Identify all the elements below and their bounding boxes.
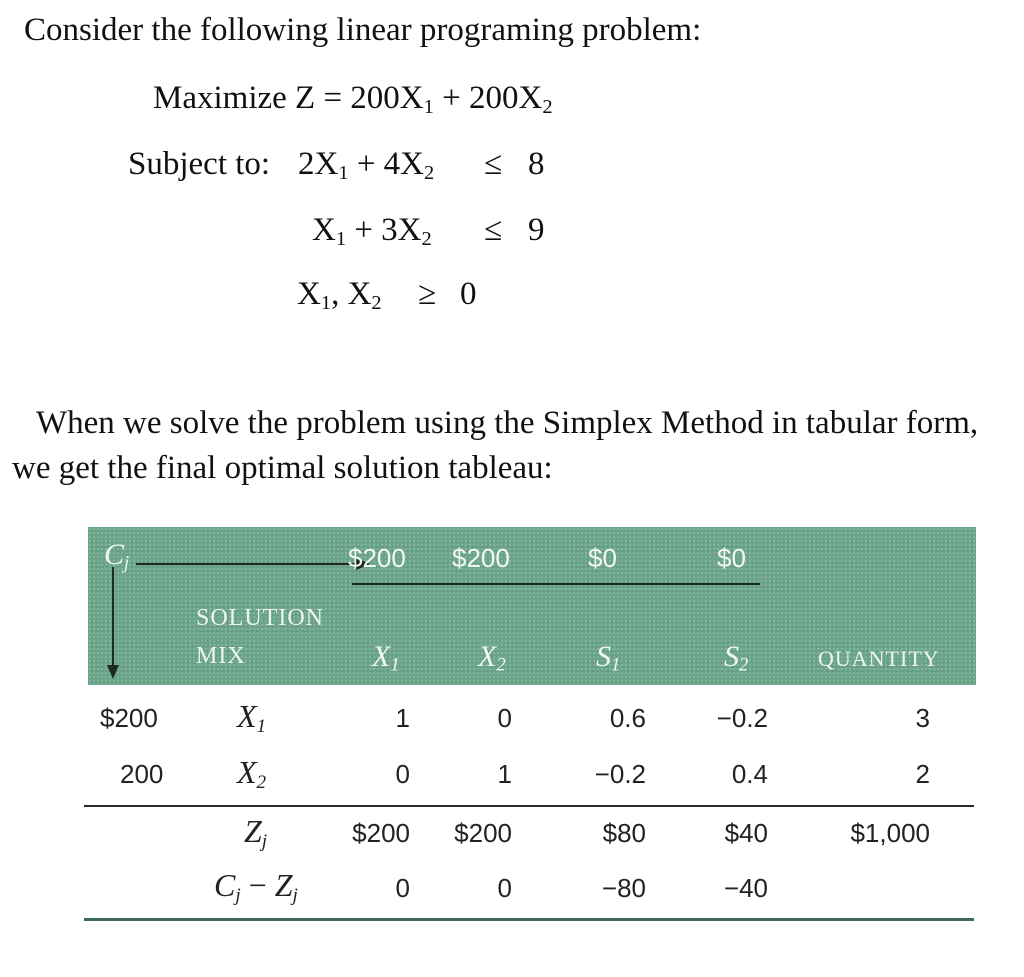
nonnegativity-operator: ≥ [418, 276, 437, 312]
cj-minus-zj-x1: 0 [395, 873, 410, 903]
constraint-2-operator: ≤ [484, 212, 503, 248]
cj-value-s1: $0 [588, 543, 617, 573]
cj-label: $C_j$ [104, 538, 130, 574]
constraint-1-operator: ≤ [484, 146, 503, 182]
cj-value-s2: $0 [717, 543, 746, 573]
row1-s1: 0.6 [609, 703, 646, 733]
tableau-bottom-rule [84, 918, 974, 921]
constraint-1-lhs: $2X_1 + 4X_2$ [298, 146, 435, 185]
zj-x2: $200 [454, 818, 512, 848]
constraint-2-lhs: $X_1 + 3X_2$ [312, 212, 432, 251]
zj-quantity: $1,000 [850, 818, 930, 848]
solution-mix-label-line1: SOLUTION [196, 605, 324, 631]
subject-to-label: Subject to: [128, 146, 271, 182]
row2-basis-variable: $X_2$ [237, 754, 267, 793]
zj-s1: $80 [602, 818, 646, 848]
paragraph-line-2: we get the final optimal solution tableau: [12, 450, 553, 486]
cj-minus-zj-s2: −40 [723, 873, 768, 903]
objective-function: Maximize $Z = 200X_1 + 200X_2$ [153, 80, 553, 119]
column-header-s2: $S_2$ [724, 640, 749, 676]
solution-mix-label-line2: MIX [196, 643, 246, 669]
row1-x1: 1 [395, 703, 410, 733]
constraint-2-rhs: 9 [528, 212, 545, 248]
cj-minus-zj-s1: −80 [601, 873, 646, 903]
quantity-header: QUANTITY [818, 646, 940, 671]
row2-x1: 0 [395, 759, 410, 789]
row2-x2: 1 [497, 759, 512, 789]
cj-value-x1: $200 [348, 543, 406, 573]
nonnegativity-rhs: 0 [460, 276, 477, 312]
intro-text: Consider the following linear programing problem: [24, 12, 702, 48]
constraint-1-rhs: 8 [528, 146, 545, 182]
row1-x2: 0 [497, 703, 512, 733]
cj-value-x2: $200 [452, 543, 510, 573]
column-header-x2: $X_2$ [478, 640, 506, 676]
column-header-s1: $S_1$ [596, 640, 621, 676]
row2-s2: 0.4 [731, 759, 768, 789]
cj-minus-zj-label: $C_j - Z_j$ [214, 867, 298, 906]
row-divider [84, 805, 974, 807]
zj-label: $Z_j$ [244, 813, 268, 852]
nonnegativity-lhs: $X_1$, $X_2$ [297, 276, 382, 315]
zj-s2: $40 [724, 818, 768, 848]
paragraph-line-1: When we solve the problem using the Simplex Method in tabular form, [36, 405, 979, 441]
row1-cj: $200 [100, 703, 158, 733]
zj-x1: $200 [352, 818, 410, 848]
row2-quantity: 2 [915, 759, 930, 789]
row1-quantity: 3 [915, 703, 930, 733]
row2-cj: 200 [120, 759, 164, 789]
row2-s1: −0.2 [594, 759, 646, 789]
column-header-x1: $X_1$ [372, 640, 400, 676]
row1-basis-variable: $X_1$ [237, 698, 267, 737]
row1-s2: −0.2 [716, 703, 768, 733]
cj-minus-zj-x2: 0 [497, 873, 512, 903]
